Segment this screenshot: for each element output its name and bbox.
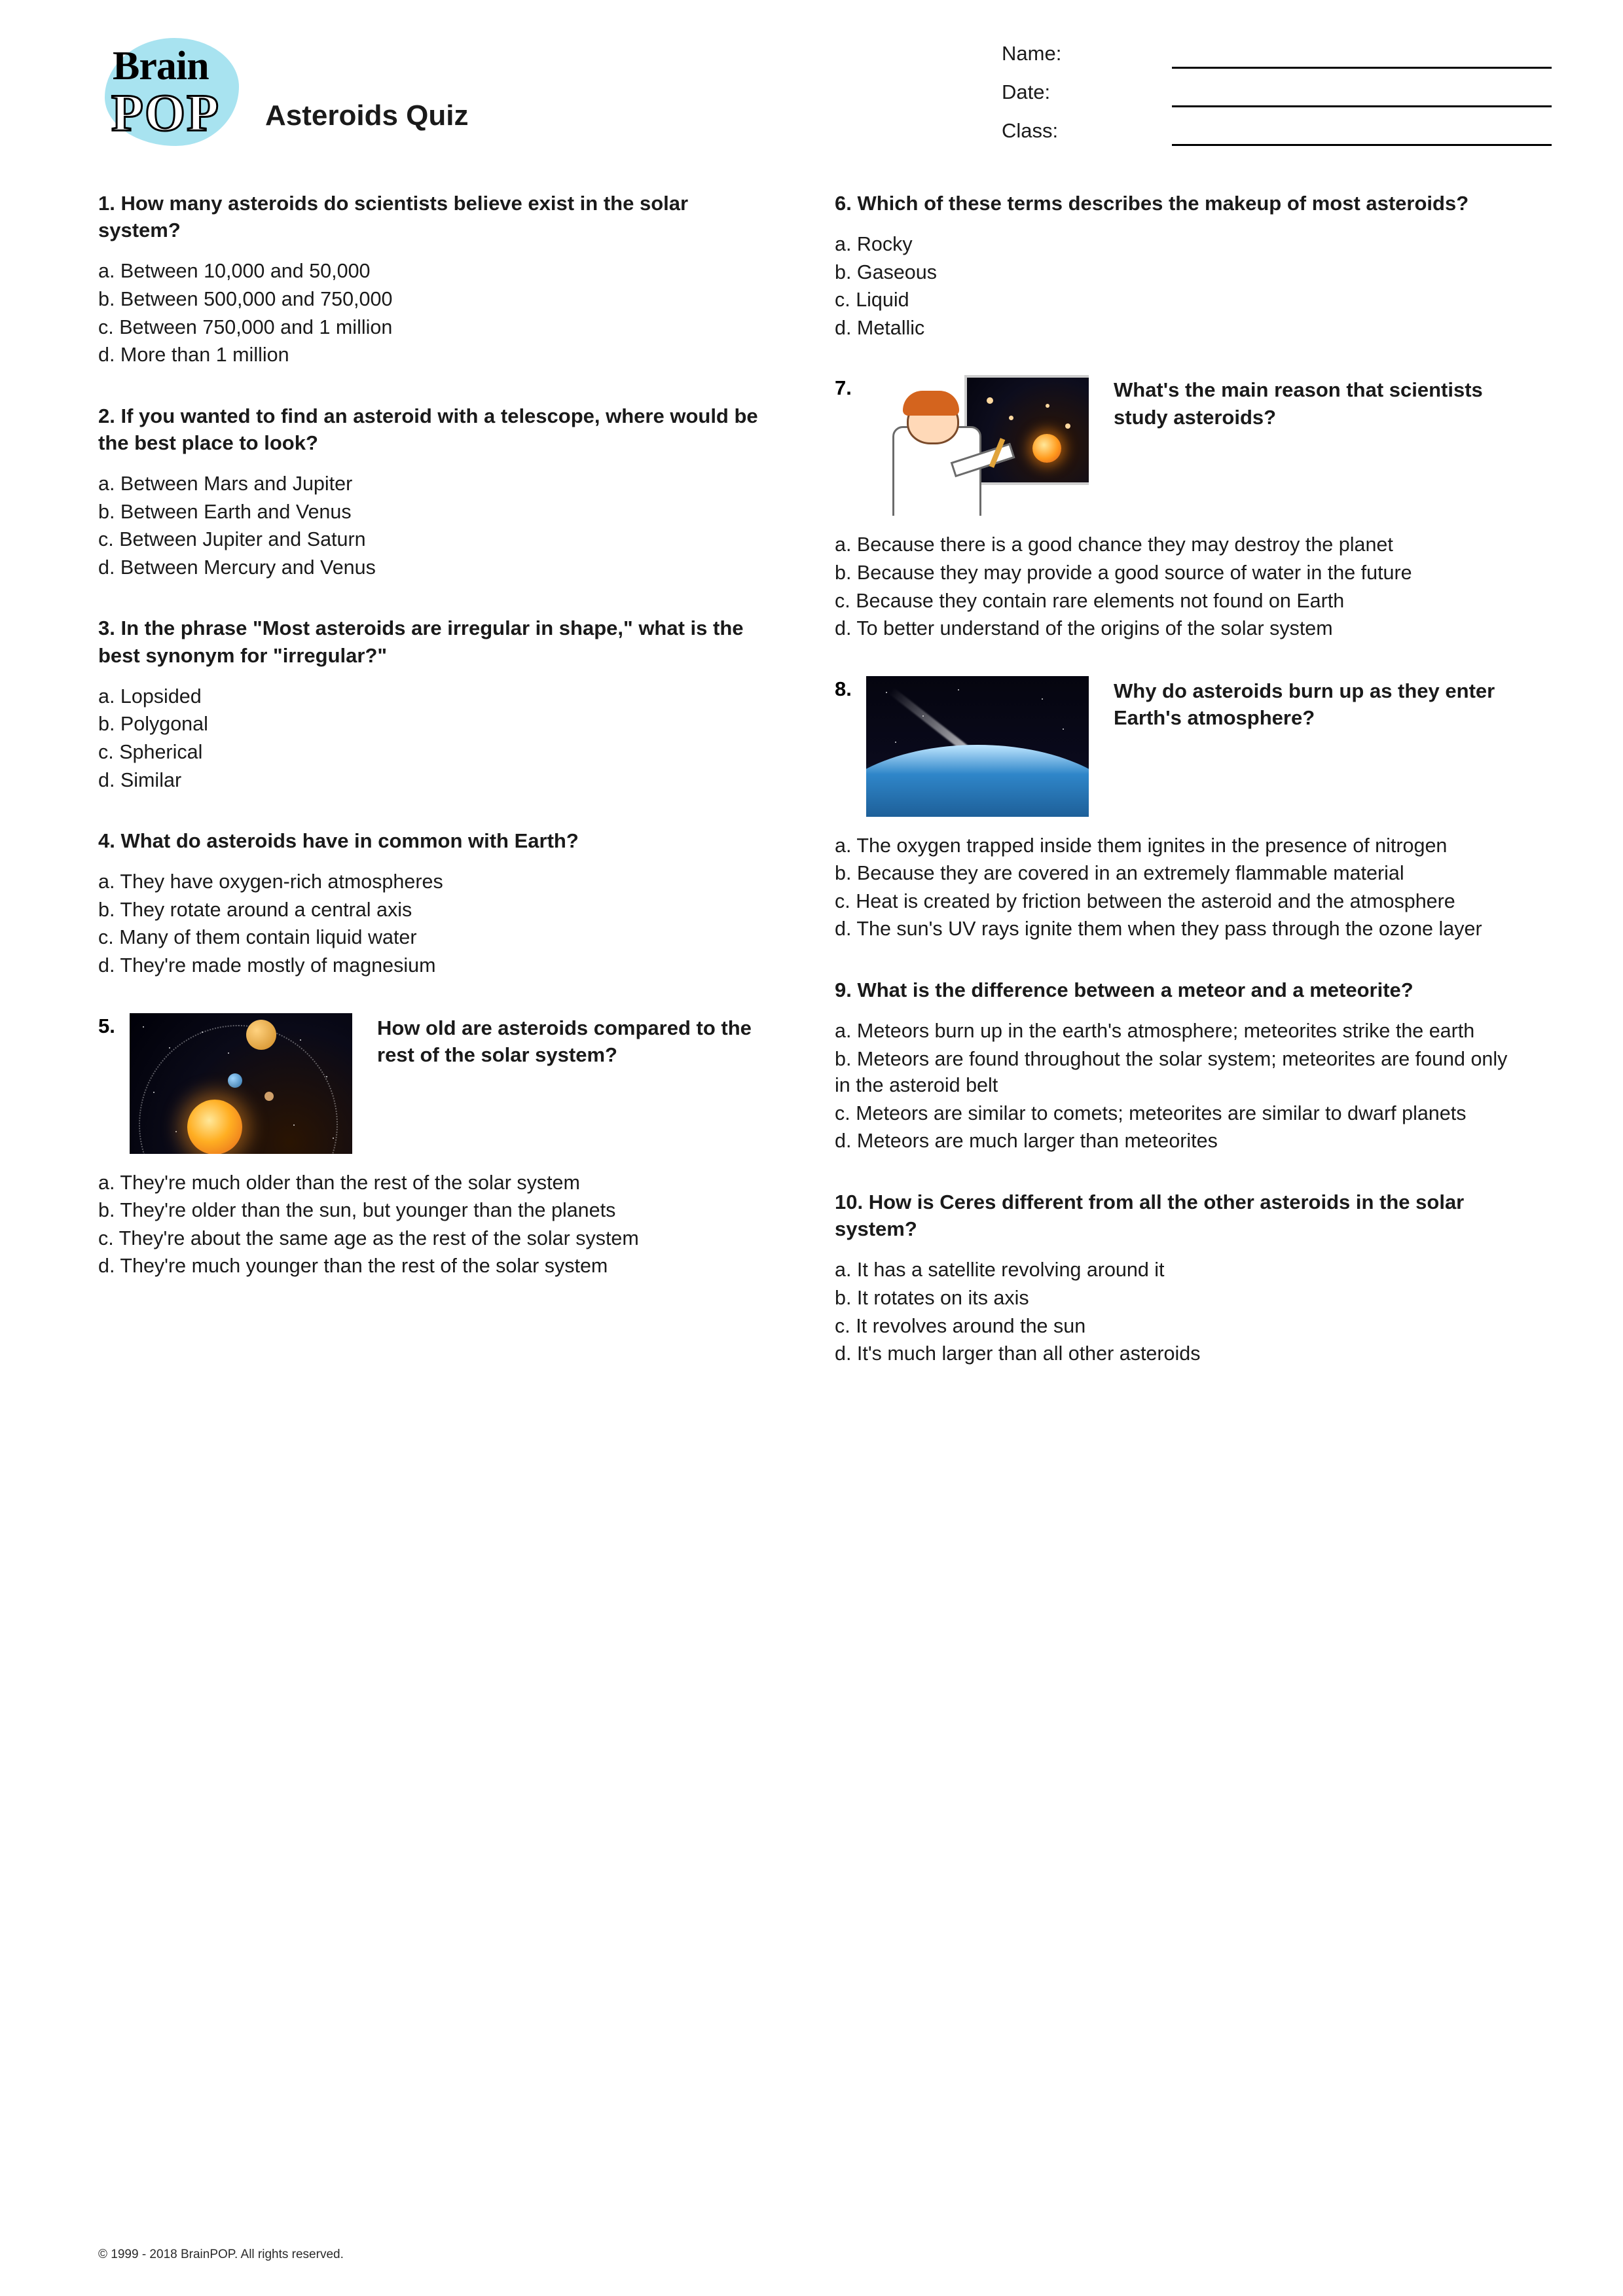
question-6 <box>835 190 1512 341</box>
choice-c[interactable]: c. Liquid <box>835 289 909 312</box>
question-5-header <box>98 1013 776 1154</box>
choice-a[interactable]: a. Lopsided <box>98 685 202 708</box>
choice-b[interactable]: b. They're older than the sun, but younger than the planets <box>98 1199 616 1222</box>
question-7-choices <box>835 531 1512 641</box>
choice-b[interactable]: b. They rotate around a central axis <box>98 898 412 921</box>
logo-pop-text: POP <box>111 84 220 142</box>
question-10-choices <box>835 1257 1512 1367</box>
question-3 <box>98 615 776 793</box>
choice-a[interactable]: a. The oxygen trapped inside them ignites in the presence of nitrogen <box>835 834 1448 857</box>
question-5-number: 5. <box>98 1014 115 1037</box>
choice-d[interactable]: d. It's much larger than all other asteroids <box>835 1342 1201 1365</box>
question-2 <box>98 403 776 581</box>
logo-brain-text: Brain <box>113 44 209 88</box>
choice-d[interactable]: d. They're made mostly of magnesium <box>98 954 436 977</box>
choice-a[interactable]: a. Between Mars and Jupiter <box>98 473 353 495</box>
page-header <box>98 26 1525 164</box>
choice-d[interactable]: d. To better understand of the origins of the solar system <box>835 617 1333 640</box>
question-5-choices <box>98 1170 776 1280</box>
choice-b[interactable]: b. Between 500,000 and 750,000 <box>98 288 393 310</box>
date-write-line[interactable] <box>1172 105 1552 107</box>
class-label: Class: <box>1002 119 1059 142</box>
choice-c[interactable]: c. Between Jupiter and Saturn <box>98 528 366 551</box>
class-write-line[interactable] <box>1172 144 1552 146</box>
date-label: Date: <box>1002 81 1051 103</box>
question-4 <box>98 827 776 978</box>
date-field-row <box>1002 81 1565 119</box>
choice-d[interactable]: d. Meteors are much larger than meteorites <box>835 1130 1218 1153</box>
choice-b[interactable]: b. Because they are covered in an extremely flammable material <box>835 862 1404 885</box>
question-8-text: Why do asteroids burn up as they enter Earth's atmosphere? <box>1114 679 1495 729</box>
choice-d[interactable]: d. More than 1 million <box>98 344 289 367</box>
choice-d[interactable]: d. Similar <box>98 768 182 791</box>
question-6-choices <box>835 231 1512 341</box>
choice-a[interactable]: a. They're much older than the rest of the solar system <box>98 1171 580 1194</box>
choice-a[interactable]: a. Meteors burn up in the earth's atmosphere; meteorites strike the earth <box>835 1020 1475 1043</box>
question-6-text: 6. Which of these terms describes the makeup of most asteroids? <box>835 192 1469 215</box>
choice-b[interactable]: b. Meteors are found throughout the solar system; meteorites are found only in the asteroid belt <box>835 1047 1508 1097</box>
question-7-header <box>835 375 1512 516</box>
question-7-text: What's the main reason that scientists study asteroids? <box>1114 378 1483 429</box>
comet-over-earth-thumbnail <box>866 676 1089 817</box>
solar-system-art <box>130 1013 352 1154</box>
choice-a[interactable]: a. It has a satellite revolving around it <box>835 1259 1165 1282</box>
choice-d[interactable]: d. Metallic <box>835 316 925 339</box>
question-4-choices <box>98 869 776 978</box>
question-9-text: 9. What is the difference between a meteor and a meteorite? <box>835 978 1413 1001</box>
brainpop-logo <box>98 31 249 152</box>
question-9 <box>835 977 1512 1155</box>
choice-a[interactable]: a. They have oxygen-rich atmospheres <box>98 870 443 893</box>
scientist-art <box>866 375 1089 516</box>
question-8 <box>835 676 1512 942</box>
right-column <box>835 190 1512 1401</box>
choice-d[interactable]: d. Between Mercury and Venus <box>98 556 376 579</box>
name-field-row <box>1002 42 1565 81</box>
choice-b[interactable]: b. Polygonal <box>98 713 208 736</box>
choice-c[interactable]: c. Spherical <box>98 740 203 763</box>
quiz-columns <box>98 190 1525 1401</box>
choice-c[interactable]: c. Many of them contain liquid water <box>98 926 417 949</box>
choice-a[interactable]: a. Because there is a good chance they may destroy the planet <box>835 533 1393 556</box>
page-title: Asteroids Quiz <box>265 99 469 132</box>
choice-c[interactable]: c. Because they contain rare elements not found on Earth <box>835 589 1345 612</box>
choice-b[interactable]: b. It rotates on its axis <box>835 1287 1029 1309</box>
question-1-choices <box>98 258 776 368</box>
question-7 <box>835 375 1512 641</box>
choice-b[interactable]: b. Because they may provide a good source of water in the future <box>835 562 1412 584</box>
choice-d[interactable]: d. They're much younger than the rest of the solar system <box>98 1255 608 1278</box>
class-field-row <box>1002 119 1565 158</box>
student-info-block <box>1002 42 1565 158</box>
question-2-text: 2. If you wanted to find an asteroid with a telescope, where would be the best place to look? <box>98 404 758 454</box>
question-2-choices <box>98 471 776 581</box>
question-7-number: 7. <box>835 376 852 400</box>
choice-c[interactable]: c. Heat is created by friction between the asteroid and the atmosphere <box>835 889 1455 912</box>
choice-c[interactable]: c. They're about the same age as the rest of the solar system <box>98 1227 639 1249</box>
question-8-choices <box>835 833 1512 942</box>
choice-a[interactable]: a. Rocky <box>835 233 913 256</box>
question-1-text: 1. How many asteroids do scientists believe exist in the solar system? <box>98 192 689 242</box>
left-column <box>98 190 776 1401</box>
comet-art <box>866 676 1089 817</box>
name-write-line[interactable] <box>1172 67 1552 69</box>
choice-c[interactable]: c. Between 750,000 and 1 million <box>98 315 393 338</box>
question-8-header <box>835 676 1512 817</box>
name-label: Name: <box>1002 42 1062 65</box>
choice-c[interactable]: c. It revolves around the sun <box>835 1314 1086 1337</box>
question-1 <box>98 190 776 368</box>
question-5 <box>98 1013 776 1280</box>
choice-a[interactable]: a. Between 10,000 and 50,000 <box>98 260 371 283</box>
choice-b[interactable]: b. Between Earth and Venus <box>98 500 352 523</box>
solar-system-thumbnail <box>130 1013 352 1154</box>
choice-c[interactable]: c. Meteors are similar to comets; meteorites are similar to dwarf planets <box>835 1102 1467 1124</box>
question-8-number: 8. <box>835 677 852 700</box>
choice-b[interactable]: b. Gaseous <box>835 260 937 283</box>
question-4-text: 4. What do asteroids have in common with Earth? <box>98 829 579 853</box>
question-3-choices <box>98 683 776 793</box>
question-10-text: 10. How is Ceres different from all the other asteroids in the solar system? <box>835 1191 1465 1241</box>
question-9-choices <box>835 1018 1512 1155</box>
footer-copyright: © 1999 - 2018 BrainPOP. All rights reserved. <box>98 2248 344 2261</box>
scientist-observing-thumbnail <box>866 375 1089 516</box>
question-3-text: 3. In the phrase "Most asteroids are irregular in shape," what is the best synonym for "irregular?" <box>98 617 744 667</box>
choice-d[interactable]: d. The sun's UV rays ignite them when they pass through the ozone layer <box>835 918 1482 941</box>
question-10 <box>835 1189 1512 1367</box>
question-5-text: How old are asteroids compared to the rest of the solar system? <box>377 1016 752 1066</box>
